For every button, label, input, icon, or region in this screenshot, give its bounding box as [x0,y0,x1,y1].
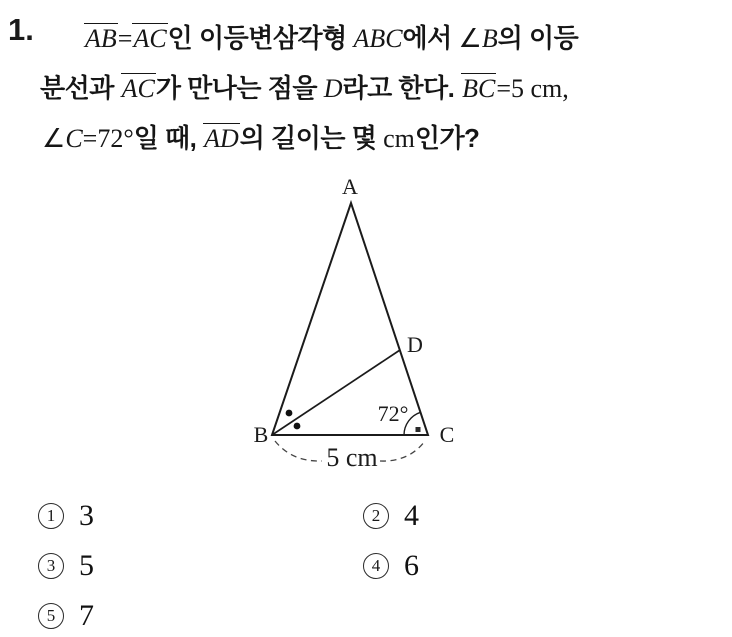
point-label-d: D [407,332,423,357]
choice-2-value: 4 [404,499,419,532]
segment-ab: AB [85,24,117,53]
angle-c-value: =72° [82,124,134,153]
vertex-label-a: A [342,174,358,199]
choice-4 [363,549,419,582]
choice-1-badge: 1 [38,503,64,529]
angle-mark-dot-upper [286,410,293,417]
angle-mark-dot-lower [294,423,301,430]
choice-3-value: 5 [79,549,94,582]
korean-text-1: 인 이등변삼각형 [167,23,354,53]
choice-4-badge: 4 [363,553,389,579]
korean-text-7: 일 때, [133,123,204,153]
segment-ac-2: AC [121,74,155,103]
korean-text-3: 의 이등 [497,23,579,53]
choice-5-badge: 5 [38,603,64,629]
equals-sign: = [117,24,133,53]
segment-ac: AC [133,24,167,53]
vertex-label-b: B [253,422,269,447]
korean-text-4: 분선과 [40,73,121,103]
choice-3 [38,549,94,582]
korean-text-6: 라고 한다. [342,73,462,103]
segment-ad: AD [204,124,239,153]
angle-tick-square-c [416,427,421,432]
korean-text-8: 의 길이는 몇 [239,123,384,153]
bc-value: =5 cm, [496,74,569,103]
measure-dash-left [275,441,322,461]
angle-symbol: ∠ [458,24,482,53]
base-length-label: 5 cm [326,443,378,472]
vertex-b-ref: B [481,24,498,53]
vertex-label-c: C [439,422,455,447]
choice-4-value: 6 [404,549,419,582]
choice-5-value: 7 [79,599,94,632]
choice-5 [38,599,94,632]
angle-symbol-2: ∠ [42,124,66,153]
point-d-ref: D [323,74,343,103]
triangle-name-abc: ABC [353,24,403,53]
vertex-c-ref: C [65,124,83,153]
measure-dash-right [380,441,425,461]
angle-value-label: 72° [377,401,409,426]
korean-text-5: 가 만나는 점을 [155,73,324,103]
cm-unit: cm [383,124,415,153]
choice-3-badge: 3 [38,553,64,579]
choice-1 [38,499,94,532]
problem-number: 1. [8,12,34,47]
korean-text-2: 에서 [402,23,459,53]
choice-2-badge: 2 [363,503,389,529]
choice-2 [363,499,419,532]
segment-bc: BC [462,74,496,103]
korean-text-9: 인가? [414,123,480,153]
choice-1-value: 3 [79,499,94,532]
